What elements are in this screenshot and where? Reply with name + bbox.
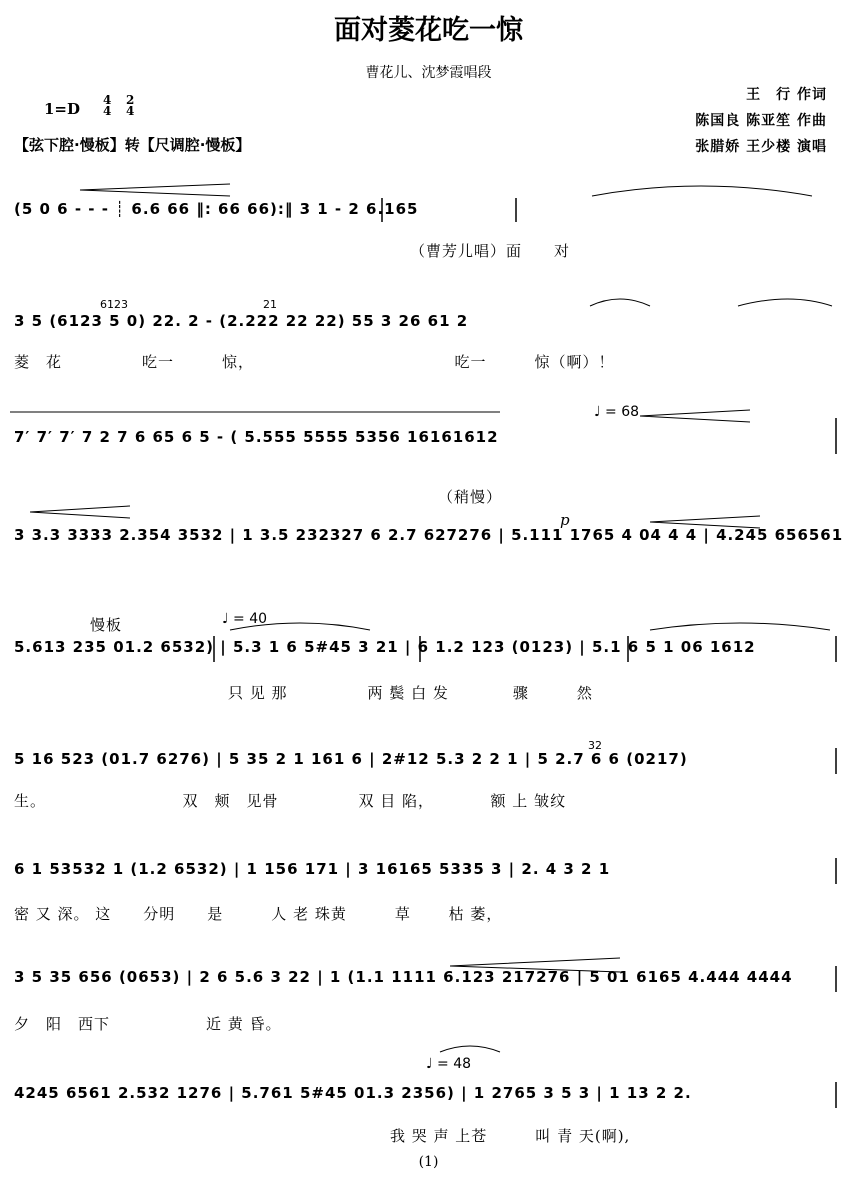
meter-numerator: 4: [103, 93, 112, 107]
grace-note-21: 21: [263, 298, 277, 311]
page-number: (1): [418, 1154, 439, 1170]
lyric-line-8: 夕 阳 西下 近 黄 昏。: [14, 1015, 282, 1033]
crescendo: [650, 516, 760, 528]
lyric-line-2: 菱 花 吃一 惊， 吃一 惊（啊）！: [14, 353, 615, 371]
song-title: 面对菱花吃一惊: [334, 15, 523, 46]
lyric-line-7: 密 又 深。 这 分明 是 人 老 珠黄 草 枯 萎，: [14, 905, 503, 923]
slur: [80, 190, 230, 196]
slur: [592, 186, 812, 196]
score-line-1: (5 0 6 - - - ┊ 6.6 66 ‖: 66 66):‖ 3 1 - 2 6.165: [14, 200, 419, 218]
lyric-line-6: 生。 双 颊 见骨 双 目 陷， 额 上 皱纹: [14, 792, 567, 810]
tempo-marking-68: ♩ = 68: [594, 404, 640, 420]
slur: [80, 184, 230, 190]
meter-denominator: 4: [103, 104, 112, 118]
meter-denominator: 4: [126, 104, 135, 118]
lyric-line-5: 只 见 那 两 鬓 白 发 骤 然: [228, 684, 593, 702]
tempo-marking-40: ♩ = 40: [222, 611, 268, 627]
grace-note-32: 32: [588, 739, 602, 752]
score-line-2: 3 5 (6123 5 0) 22. 2 - (2.222 22 22) 55 3 26 61 2: [14, 312, 469, 330]
lyric-line-9: 我 哭 声 上苍 叫 青 天(啊),: [390, 1127, 631, 1145]
tempo-marking-48: ♩ = 48: [426, 1056, 472, 1072]
slur: [590, 299, 650, 306]
score-line-3: 7′ 7′ 7′ 7 2 7 6 65 6 5 - ( 5.555 5555 5356 16161612: [14, 428, 499, 446]
slur: [738, 299, 832, 306]
score-line-4: 3 3.3 3333 2.354 3532 | 1 3.5 232327 6 2.7 627276 | 5.111 1765 4 04 4 4 | 4.245 656561: [14, 526, 844, 544]
score-line-6: 5 16 523 (01.7 6276) | 5 35 2 1 161 6 | 2#12 5.3 2 2 1 | 5 2.7 6 6 (0217): [14, 750, 688, 768]
score-line-7: 6 1 53532 1 (1.2 6532) | 1 156 171 | 3 16165 5335 3 | 2. 4 3 2 1: [14, 860, 611, 878]
manban-marking: 慢板: [90, 616, 123, 634]
slur: [450, 958, 620, 972]
crescendo: [30, 506, 130, 518]
key-signature: 1=D: [44, 100, 81, 118]
composer-credit: 陈国良 陈亚笙 作曲: [695, 113, 827, 129]
tune-mode: 【弦下腔·慢板】转【尺调腔·慢板】: [14, 136, 251, 154]
dynamic-piano: p: [560, 511, 571, 529]
slur: [230, 623, 370, 630]
lyricist-credit: 王 行 作词: [746, 87, 827, 103]
slur: [440, 1046, 500, 1052]
grace-note-6123: 6123: [100, 298, 128, 311]
crescendo: [640, 410, 750, 422]
performer-credit: 张腊娇 王少楼 演唱: [695, 139, 827, 155]
song-subtitle: 曹花儿、沈梦霞唱段: [365, 65, 492, 81]
score-line-8: 3 5 35 656 (0653) | 2 6 5.6 3 22 | 1 (1.1 1111 6.123 217276 | 5 01 6165 4.444 4444: [14, 968, 793, 986]
score-line-5: 5.613 235 01.2 6532) | 5.3 1 6 5#45 3 21 | 6 1.2 123 (0123) | 5.1 6 5 1 06 1612: [14, 638, 756, 656]
slower-marking: （稍慢）: [438, 488, 503, 506]
meter-numerator: 2: [126, 93, 135, 107]
slur: [650, 623, 830, 630]
lyric-line-1: （曹芳儿唱）面 对: [410, 242, 571, 260]
score-line-9: 4245 6561 2.532 1276 | 5.761 5#45 01.3 2356) | 1 2765 3 5 3 | 1 13 2 2.: [14, 1084, 692, 1102]
